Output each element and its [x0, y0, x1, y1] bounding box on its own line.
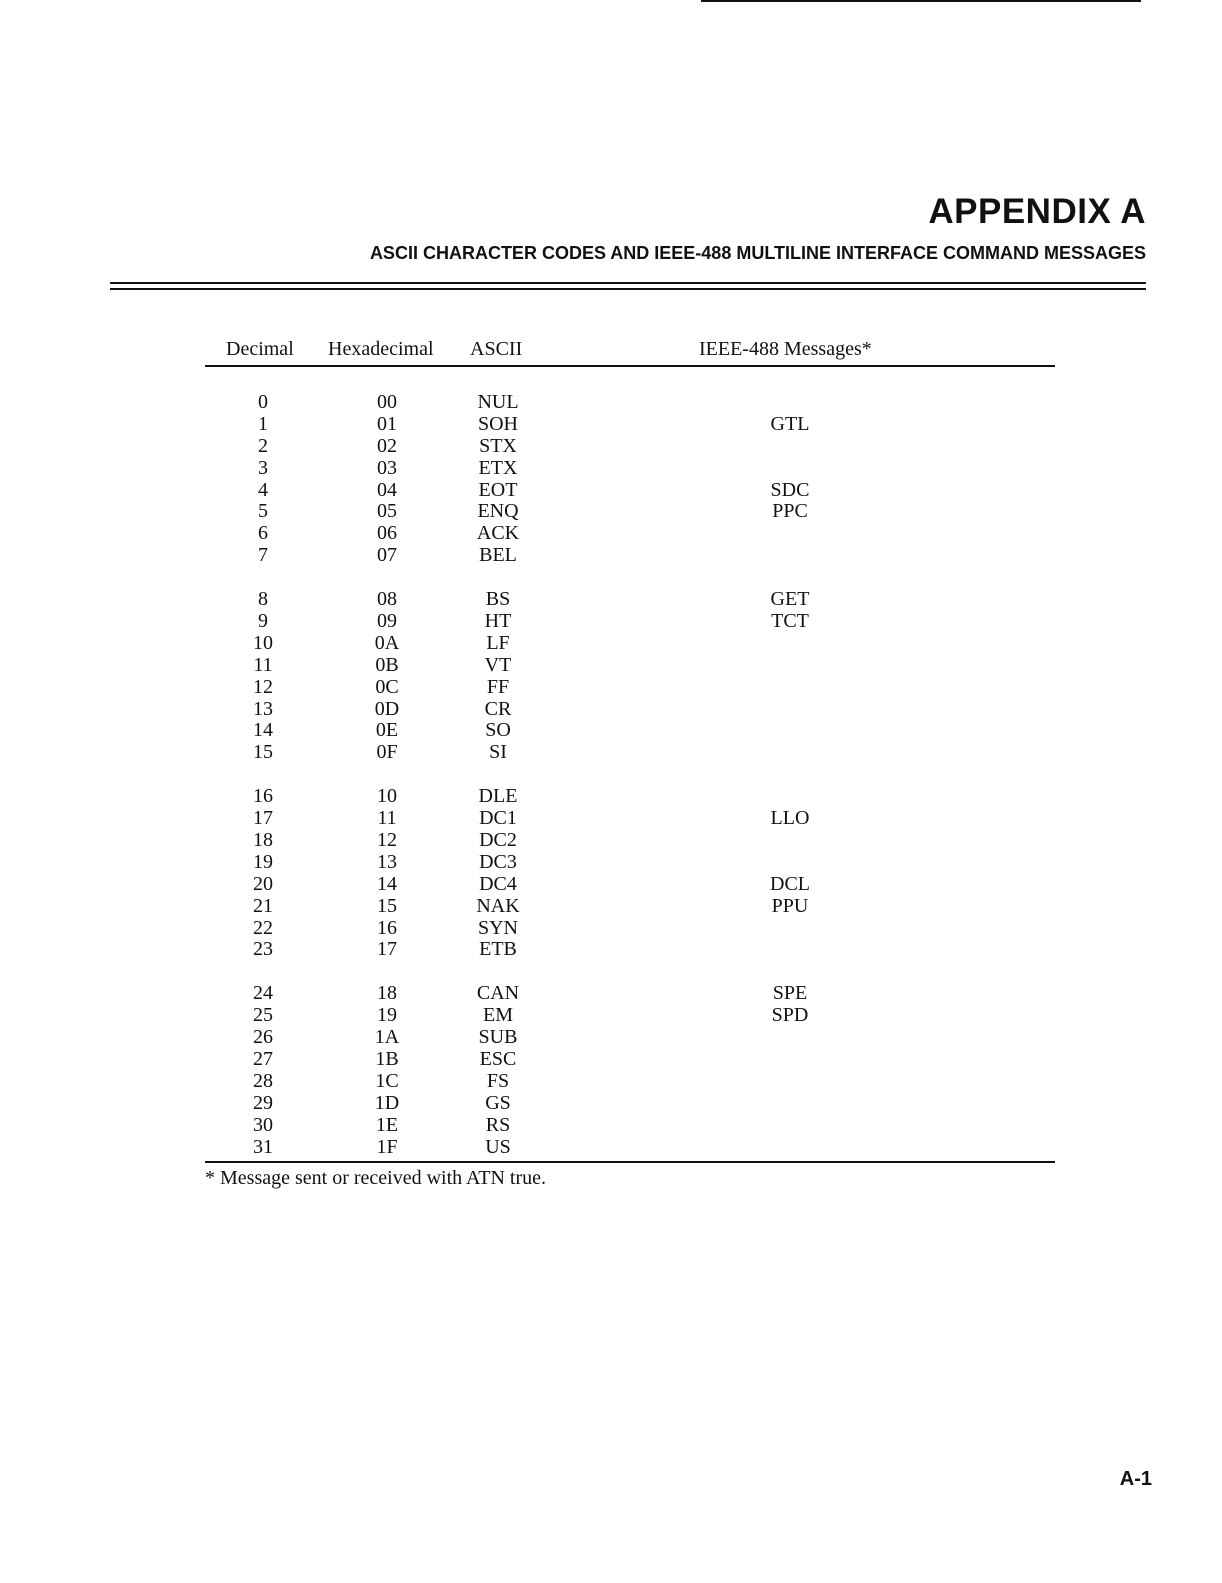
cell-hexadecimal: 1B: [375, 1048, 399, 1071]
cell-ascii: ACK: [476, 522, 520, 545]
table-row: [205, 830, 1055, 852]
cell-ascii: DC3: [479, 850, 517, 873]
appendix-title: APPENDIX A: [928, 192, 1146, 231]
cell-ieee-message: LLO: [770, 807, 810, 830]
cell-ascii: ENQ: [477, 500, 519, 523]
cell-ascii: DC4: [479, 872, 517, 895]
cell-ieee-message: SPE: [772, 982, 808, 1005]
cell-ascii: SI: [489, 741, 507, 764]
cell-decimal: 17: [253, 807, 273, 830]
cell-decimal: 9: [258, 610, 268, 633]
cell-hexadecimal: 17: [377, 938, 397, 961]
table-row: [205, 1071, 1055, 1093]
cell-hexadecimal: 0D: [374, 697, 400, 720]
cell-decimal: 0: [258, 391, 268, 413]
cell-decimal: 28: [253, 1069, 273, 1092]
table-row: [205, 1027, 1055, 1049]
table-row: [205, 633, 1055, 655]
cell-ascii: ETB: [479, 938, 517, 961]
section-divider-lower: [110, 288, 1146, 290]
cell-decimal: 30: [253, 1113, 273, 1136]
table-row: [205, 1115, 1055, 1137]
cell-ieee-message: GET: [770, 588, 810, 611]
cell-decimal: 4: [258, 478, 268, 501]
cell-decimal: 21: [253, 894, 273, 917]
cell-decimal: 2: [258, 434, 268, 457]
table-row: [205, 874, 1055, 896]
table-row: [205, 1005, 1055, 1027]
cell-decimal: 27: [253, 1048, 273, 1071]
table-row: [205, 742, 1055, 764]
cell-ascii: DLE: [478, 785, 518, 808]
cell-hexadecimal: 12: [377, 829, 397, 852]
appendix-subtitle: ASCII CHARACTER CODES AND IEEE-488 MULTILINE INTERFACE COMMAND MESSAGES: [369, 243, 1146, 263]
table-row: [205, 436, 1055, 458]
cell-hexadecimal: 1C: [375, 1069, 399, 1092]
table-row: [205, 720, 1055, 742]
table-row: [205, 677, 1055, 699]
cell-hexadecimal: 09: [377, 610, 397, 633]
cell-hexadecimal: 00: [377, 391, 397, 413]
table-row: [205, 1049, 1055, 1071]
cell-hexadecimal: 07: [377, 544, 397, 567]
cell-ascii: GS: [485, 1091, 511, 1114]
table-row: [205, 501, 1055, 523]
row-group: [205, 589, 1055, 764]
cell-ascii: DC2: [479, 829, 517, 852]
cell-hexadecimal: 0C: [375, 675, 399, 698]
table-row: [205, 699, 1055, 721]
cell-ieee-message: DCL: [770, 872, 810, 895]
cell-decimal: 25: [253, 1004, 273, 1027]
cell-ascii: NAK: [476, 894, 520, 917]
table-row: [205, 1093, 1055, 1115]
cell-decimal: 8: [258, 588, 268, 611]
header-hexadecimal: Hexadecimal: [328, 338, 434, 360]
cell-hexadecimal: 10: [377, 785, 397, 808]
table-row: [205, 808, 1055, 830]
table-row: [205, 523, 1055, 545]
cell-decimal: 7: [258, 544, 268, 567]
top-rule: [701, 0, 1141, 2]
cell-hexadecimal: 0A: [374, 631, 400, 654]
table-row: [205, 852, 1055, 874]
table-row: [205, 458, 1055, 480]
cell-hexadecimal: 11: [377, 807, 397, 830]
cell-hexadecimal: 16: [377, 916, 397, 939]
table-row: [205, 480, 1055, 502]
cell-ieee-message: PPC: [772, 500, 808, 523]
cell-decimal: 1: [258, 412, 268, 435]
cell-ascii: CAN: [476, 982, 520, 1005]
cell-ascii: STX: [479, 434, 517, 457]
cell-decimal: 22: [253, 916, 273, 939]
cell-hexadecimal: 1F: [376, 1135, 398, 1158]
cell-ascii: DC1: [479, 807, 517, 830]
cell-hexadecimal: 03: [377, 456, 397, 479]
cell-ieee-message: TCT: [771, 610, 809, 633]
cell-ascii: EOT: [478, 478, 518, 501]
cell-ascii: NUL: [477, 391, 519, 413]
cell-hexadecimal: 1E: [375, 1113, 399, 1136]
cell-ascii: SO: [485, 719, 511, 742]
table-row: [205, 589, 1055, 611]
cell-hexadecimal: 04: [377, 478, 397, 501]
table-row: [205, 1137, 1055, 1159]
cell-hexadecimal: 1A: [374, 1026, 400, 1049]
cell-decimal: 3: [258, 456, 268, 479]
header-ieee-messages: IEEE-488 Messages*: [699, 338, 872, 360]
cell-hexadecimal: 0B: [375, 653, 399, 676]
cell-ascii: LF: [486, 631, 510, 654]
cell-ascii: CR: [484, 697, 512, 720]
table-bottom-rule: [205, 1161, 1055, 1163]
cell-ascii: ETX: [478, 456, 518, 479]
cell-ascii: SOH: [477, 412, 518, 435]
cell-ascii: SUB: [478, 1026, 518, 1049]
cell-decimal: 12: [253, 675, 273, 698]
cell-hexadecimal: 1D: [374, 1091, 400, 1114]
table-row: [205, 896, 1055, 918]
cell-decimal: 18: [253, 829, 273, 852]
cell-hexadecimal: 18: [377, 982, 397, 1005]
table-body: [205, 367, 1055, 1159]
cell-ascii: BS: [485, 588, 511, 611]
cell-hexadecimal: 0E: [375, 719, 399, 742]
cell-decimal: 6: [258, 522, 268, 545]
cell-decimal: 29: [253, 1091, 273, 1114]
row-group: [205, 786, 1055, 961]
cell-ascii: ESC: [479, 1048, 517, 1071]
cell-ascii: HT: [484, 610, 512, 633]
table-row: [205, 655, 1055, 677]
table-row: [205, 786, 1055, 808]
cell-ascii: FS: [486, 1069, 510, 1092]
page-number: A-1: [1119, 1468, 1152, 1490]
cell-ascii: BEL: [479, 544, 517, 567]
cell-decimal: 26: [253, 1026, 273, 1049]
cell-decimal: 16: [253, 785, 273, 808]
cell-hexadecimal: 19: [377, 1004, 397, 1027]
cell-ieee-message: SDC: [770, 478, 810, 501]
cell-hexadecimal: 01: [377, 412, 397, 435]
cell-ieee-message: SPD: [771, 1004, 809, 1027]
table-row: [205, 392, 1055, 414]
cell-ascii: US: [485, 1135, 511, 1158]
ascii-code-table: [205, 338, 1055, 1190]
table-row: [205, 918, 1055, 940]
cell-hexadecimal: 15: [377, 894, 397, 917]
cell-decimal: 24: [253, 982, 273, 1005]
cell-ascii: FF: [486, 675, 510, 698]
table-row: [205, 611, 1055, 633]
table-row: [205, 545, 1055, 567]
table-header-row: [205, 338, 1055, 365]
footnote: * Message sent or received with ATN true.: [205, 1166, 547, 1189]
cell-decimal: 13: [253, 697, 273, 720]
cell-decimal: 11: [253, 653, 273, 676]
header-decimal: Decimal: [226, 338, 294, 360]
cell-decimal: 5: [258, 500, 268, 523]
cell-ascii: SYN: [477, 916, 518, 939]
cell-hexadecimal: 08: [377, 588, 397, 611]
cell-ascii: EM: [483, 1004, 513, 1027]
cell-decimal: 15: [253, 741, 273, 764]
cell-decimal: 19: [253, 850, 273, 873]
cell-decimal: 20: [253, 872, 273, 895]
row-group: [205, 392, 1055, 567]
cell-decimal: 10: [253, 631, 273, 654]
cell-hexadecimal: 0F: [376, 741, 398, 764]
cell-ascii: RS: [485, 1113, 511, 1136]
table-row: [205, 939, 1055, 961]
cell-decimal: 31: [253, 1135, 273, 1158]
cell-hexadecimal: 05: [377, 500, 397, 523]
row-group: [205, 983, 1055, 1158]
cell-ieee-message: GTL: [770, 412, 810, 435]
cell-decimal: 23: [253, 938, 273, 961]
cell-hexadecimal: 06: [377, 522, 397, 545]
table-row: [205, 983, 1055, 1005]
cell-decimal: 14: [253, 719, 273, 742]
cell-hexadecimal: 14: [377, 872, 397, 895]
section-divider-upper: [110, 282, 1146, 284]
cell-ieee-message: PPU: [771, 894, 809, 917]
cell-ascii: VT: [484, 653, 512, 676]
cell-hexadecimal: 13: [377, 850, 397, 873]
header-ascii: ASCII: [470, 338, 523, 360]
table-row: [205, 414, 1055, 436]
cell-hexadecimal: 02: [377, 434, 397, 457]
